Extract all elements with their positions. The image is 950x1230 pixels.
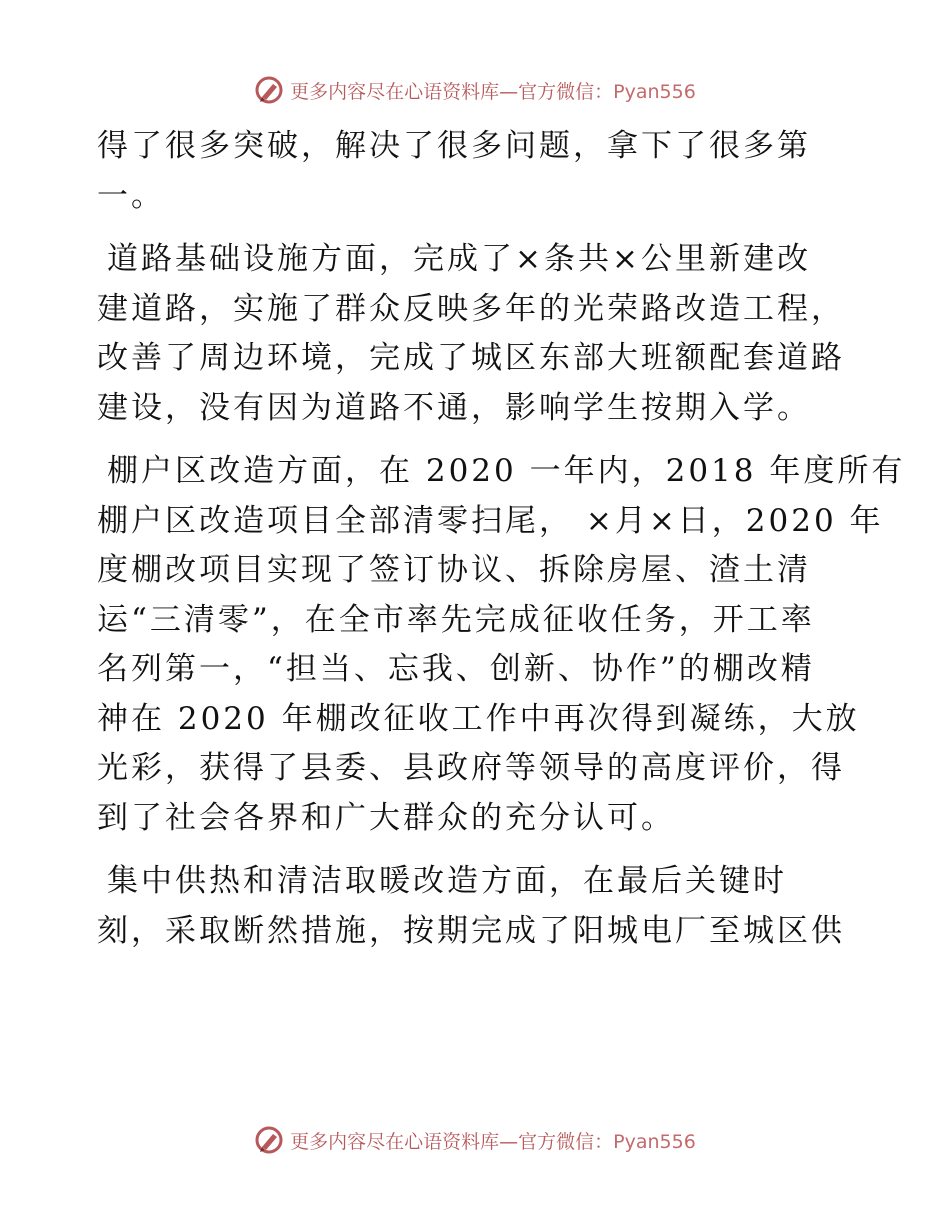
footer-watermark [0,1120,950,1160]
red-pen-circle-logo-icon [254,1125,284,1155]
header-watermark [0,70,950,110]
watermark-account: Pyan556 [613,1130,696,1153]
text-line: 建设，没有因为道路不通，影响学生按期入学。 [97,389,811,426]
paragraph-3 [97,447,906,843]
paragraph-4 [97,857,857,956]
text-line: 建道路，实施了群众反映多年的光荣路改造工程， [97,290,845,327]
paragraph-2 [97,235,857,433]
text-line: 得了很多突破，解决了很多问题，拿下了很多第 [97,128,811,164]
text-line: 刻，采取断然措施，按期完成了阳城电厂至城区供 [97,912,845,949]
watermark-text [290,1127,696,1154]
text-line: 到了社会各界和广大群众的充分认可。 [97,799,675,836]
watermark-group [254,1125,696,1155]
text-line: 改善了周边环境，完成了城区东部大班额配套道路 [97,340,845,376]
text-line: 度棚改项目实现了签订协议、拆除房屋、渣土清 [97,552,811,588]
watermark-text [290,77,696,104]
text-line: 光彩，获得了县委、县政府等领导的高度评价，得 [97,750,845,786]
paragraph-1 [97,122,857,221]
text-line: 道路基础设施方面，完成了×条共×公里新建改 [107,241,811,277]
text-line: 运“三清零”，在全市率先完成征收任务，开工率 [97,601,815,638]
watermark-group [254,75,696,105]
text-line: 集中供热和清洁取暖改造方面，在最后关键时 [107,863,787,899]
watermark-account: Pyan556 [613,80,696,103]
text-line: 棚户区改造项目全部清零扫尾， ×月×日，2020 年 [97,502,884,539]
watermark-slogan: 更多内容尽在心语资料库—官方微信： [290,1130,614,1153]
watermark-slogan: 更多内容尽在心语资料库—官方微信： [290,80,614,103]
text-line: 神在 2020 年棚改征收工作中再次得到凝练，大放 [97,700,860,737]
red-pen-circle-logo-icon [254,75,284,105]
text-line: 名列第一，“担当、忘我、创新、协作”的棚改精 [97,651,815,687]
text-line: 一。 [97,177,165,214]
text-line: 棚户区改造方面，在 2020 一年内，2018 年度所有 [107,453,906,489]
document-body [97,122,906,970]
